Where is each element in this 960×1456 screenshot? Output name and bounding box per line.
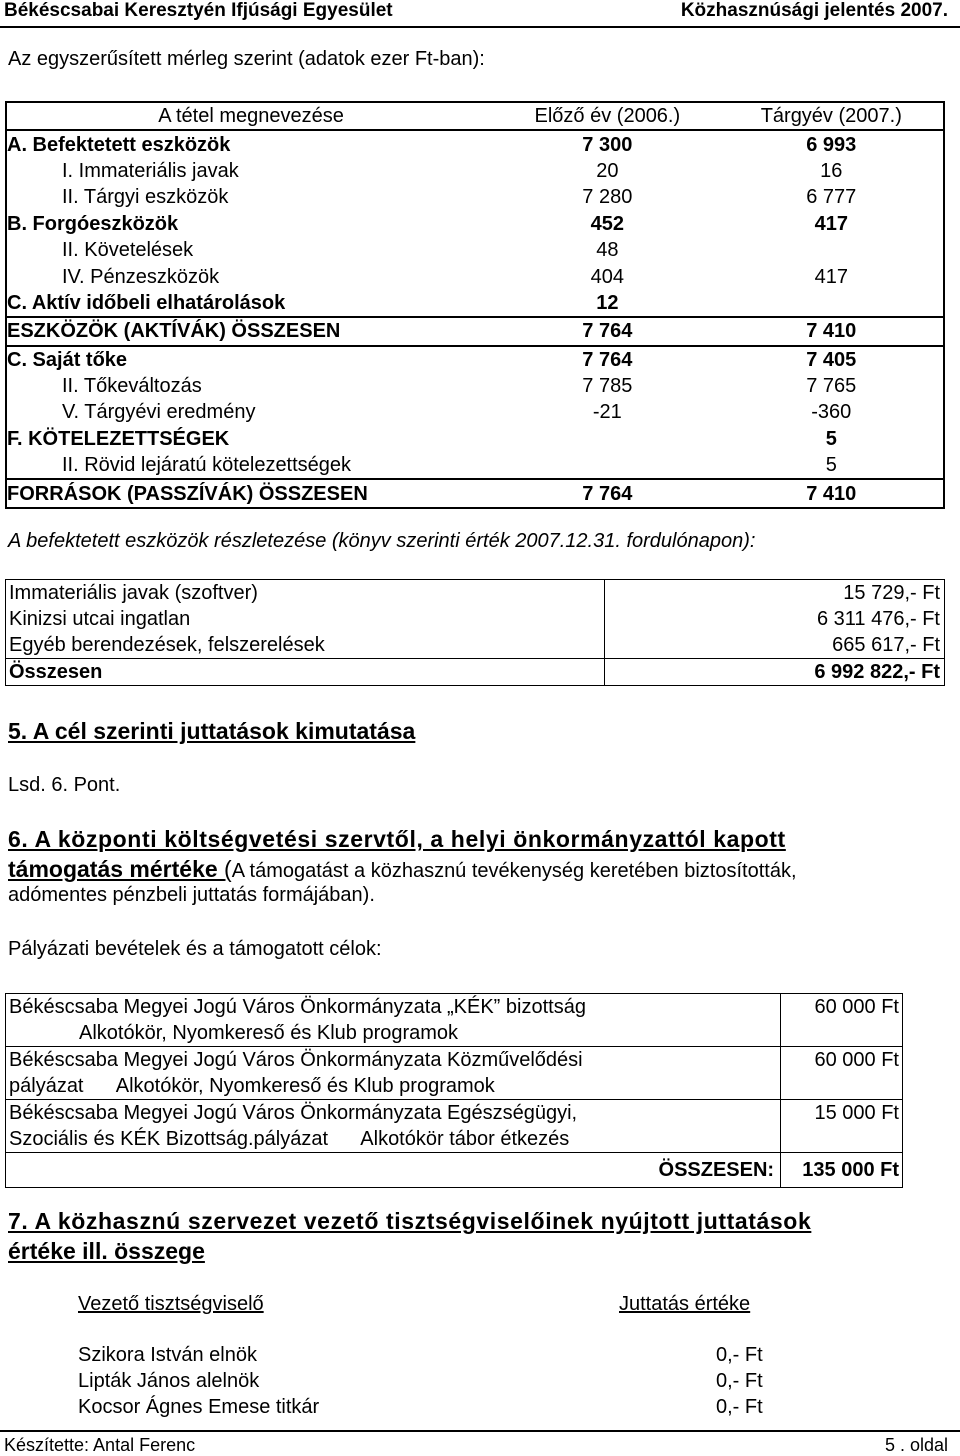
balance-row xyxy=(6,237,944,263)
grant-description xyxy=(6,994,781,1047)
balance-curr-value: 417 xyxy=(814,265,848,288)
balance-item-label: C. Aktív időbeli elhatárolások xyxy=(7,291,286,314)
grant-line-2: Alkotókör, Nyomkereső és Klub programok xyxy=(79,1022,459,1044)
balance-curr-value: 7 410 xyxy=(806,320,857,343)
section7-title: 7. A közhasznú szervezet vezető tisztségviselőinek nyújtott juttatások xyxy=(8,1208,812,1234)
balance-curr-value: 7 765 xyxy=(806,375,857,398)
balance-prev-value: 12 xyxy=(596,291,619,314)
balance-curr-value: 7 410 xyxy=(806,482,857,505)
officer-name: Kocsor Ágnes Emese titkár xyxy=(78,1396,320,1418)
balance-item-label: F. KÖTELEZETTSÉGEK xyxy=(7,427,230,450)
asset-label: Egyéb berendezések, felszerelések xyxy=(6,632,605,659)
officer-name: Lipták János alelnök xyxy=(78,1370,260,1392)
officer-name: Szikora István elnök xyxy=(78,1344,257,1366)
assets-table xyxy=(5,579,945,686)
grant-description xyxy=(6,1047,781,1100)
section6-paren: ( xyxy=(224,856,232,882)
grants-subtitle: Pályázati bevételek és a támogatott célok: xyxy=(8,938,382,960)
balance-item-label: II. Tárgyi eszközök xyxy=(62,186,229,209)
assets-title: A befektetett eszközök részletezése (könyv szerinti érték 2007.12.31. fordulónapon): xyxy=(8,530,756,552)
balance-row xyxy=(6,373,944,399)
grants-total-row xyxy=(6,1153,903,1188)
section5-text: Lsd. 6. Pont. xyxy=(8,774,121,796)
balance-row xyxy=(6,290,944,317)
balance-prev-value: 48 xyxy=(596,239,619,262)
balance-prev-value: 7 764 xyxy=(582,348,633,371)
balance-row xyxy=(6,158,944,184)
balance-curr-value: 5 xyxy=(825,454,837,477)
asset-value: 665 617,- Ft xyxy=(605,632,945,659)
balance-row xyxy=(6,317,944,345)
balance-prev-value xyxy=(495,426,719,452)
balance-row xyxy=(6,263,944,289)
section6-text-1: A támogatást a közhasznú tevékenység keretében biztosították, xyxy=(231,860,797,882)
asset-value: 6 992 822,- Ft xyxy=(605,659,945,686)
grant-amount: 15 000 Ft xyxy=(781,1100,903,1153)
officer-benefit: 0,- Ft xyxy=(716,1370,763,1392)
asset-label: Kinizsi utcai ingatlan xyxy=(6,606,605,632)
section6-paragraph xyxy=(8,856,797,883)
asset-row xyxy=(6,606,945,632)
balance-prev-value: 20 xyxy=(596,159,619,182)
balance-prev-value xyxy=(495,452,719,479)
balance-item-label: FORRÁSOK (PASSZÍVÁK) ÖSSZESEN xyxy=(7,482,368,505)
balance-prev-value: 404 xyxy=(590,265,625,288)
grant-amount: 60 000 Ft xyxy=(781,994,903,1047)
asset-row xyxy=(6,580,945,607)
balance-item-label: II. Követelések xyxy=(62,239,194,262)
officer-benefit: 0,- Ft xyxy=(716,1396,763,1418)
balance-item-label: IV. Pénzeszközök xyxy=(62,265,220,288)
balance-row xyxy=(6,479,944,507)
grant-amount: 60 000 Ft xyxy=(781,1047,903,1100)
balance-curr-value: 16 xyxy=(820,159,843,182)
grant-row xyxy=(6,1047,903,1100)
section6-title-cont: támogatás mértéke xyxy=(8,856,225,882)
asset-label: Immateriális javak (szoftver) xyxy=(6,580,605,607)
grant-row xyxy=(6,994,903,1047)
asset-label: Összesen xyxy=(6,659,605,686)
balance-prev-value: -21 xyxy=(592,401,622,424)
balance-row xyxy=(6,211,944,237)
grant-row xyxy=(6,1100,903,1153)
balance-prev-value: 7 764 xyxy=(582,320,633,343)
balance-prev-value: 7 764 xyxy=(582,482,633,505)
section6-title: 6. A központi költségvetési szervtől, a helyi önkormányzattól kapott xyxy=(8,826,786,852)
balance-curr-value: 7 405 xyxy=(806,348,857,371)
balance-row xyxy=(6,346,944,373)
balance-row xyxy=(6,426,944,452)
balance-curr-value: -360 xyxy=(811,401,852,424)
balance-item-label: I. Immateriális javak xyxy=(62,159,239,182)
asset-row xyxy=(6,632,945,659)
col-prev-year: Előző év (2006.) xyxy=(534,105,681,128)
page-header xyxy=(0,0,960,28)
officer-benefit: 0,- Ft xyxy=(716,1344,763,1366)
grant-line-1: Békéscsaba Megyei Jogú Város Önkormányzata Közművelődési xyxy=(9,1049,583,1071)
balance-item-label: B. Forgóeszközök xyxy=(7,212,179,235)
grants-total-label: ÖSSZESEN: xyxy=(6,1153,781,1188)
grants-total-amount: 135 000 Ft xyxy=(781,1153,903,1188)
balance-item-label: A. Befektetett eszközök xyxy=(7,133,231,156)
asset-value: 15 729,- Ft xyxy=(605,580,945,607)
balance-item-label: V. Tárgyévi eredmény xyxy=(62,401,256,424)
report-title: Közhasznúsági jelentés 2007. xyxy=(680,0,948,21)
grant-line-2: Szociális és KÉK Bizottság.pályázat Alkotókör tábor étkezés xyxy=(9,1128,570,1150)
balance-row xyxy=(6,399,944,425)
grant-line-1: Békéscsaba Megyei Jogú Város Önkormányzata Egészségügyi, xyxy=(9,1102,578,1124)
balance-item-label: II. Tőkeváltozás xyxy=(62,375,202,398)
balance-prev-value: 7 300 xyxy=(582,133,633,156)
benefit-col-header: Juttatás értéke xyxy=(619,1293,751,1315)
balance-intro: Az egyszerűsített mérleg szerint (adatok ezer Ft-ban): xyxy=(8,48,485,70)
balance-curr-value xyxy=(720,290,944,317)
grant-line-2: pályázat Alkotókör, Nyomkereső és Klub programok xyxy=(9,1075,495,1097)
author: Készítette: Antal Ferenc xyxy=(4,1435,196,1455)
balance-table xyxy=(5,101,945,509)
page-footer xyxy=(0,1430,960,1455)
balance-curr-value xyxy=(720,237,944,263)
grants-table xyxy=(5,993,903,1188)
balance-curr-value: 5 xyxy=(825,427,837,450)
balance-curr-value: 6 993 xyxy=(806,133,857,156)
balance-item-label: ESZKÖZÖK (AKTÍVÁK) ÖSSZESEN xyxy=(7,320,341,343)
grant-line-1: Békéscsaba Megyei Jogú Város Önkormányzata „KÉK” bizottság xyxy=(9,996,586,1018)
balance-curr-value: 6 777 xyxy=(806,186,857,209)
balance-row xyxy=(6,452,944,479)
section6-text-2: adómentes pénzbeli juttatás formájában). xyxy=(8,884,375,906)
grant-description xyxy=(6,1100,781,1153)
organization-name: Békéscsabai Keresztyén Ifjúsági Egyesület xyxy=(4,0,393,21)
asset-value: 6 311 476,- Ft xyxy=(605,606,945,632)
page-number: 5 . oldal xyxy=(884,1435,948,1455)
balance-prev-value: 452 xyxy=(590,212,625,235)
balance-row xyxy=(6,130,944,157)
balance-item-label: II. Rövid lejáratú kötelezettségek xyxy=(62,454,352,477)
section7-title-cont: értéke ill. összege xyxy=(8,1238,205,1264)
section5-title: 5. A cél szerinti juttatások kimutatása xyxy=(8,718,416,744)
asset-row xyxy=(6,659,945,686)
balance-header-row xyxy=(6,102,944,130)
col-curr-year: Tárgyév (2007.) xyxy=(760,105,902,128)
balance-prev-value: 7 785 xyxy=(582,375,633,398)
balance-item-label: C. Saját tőke xyxy=(7,348,128,371)
balance-row xyxy=(6,184,944,210)
col-item-name: A tétel megnevezése xyxy=(158,105,344,128)
officer-col-header: Vezető tisztségviselő xyxy=(78,1293,264,1315)
balance-prev-value: 7 280 xyxy=(582,186,633,209)
balance-curr-value: 417 xyxy=(814,212,848,235)
